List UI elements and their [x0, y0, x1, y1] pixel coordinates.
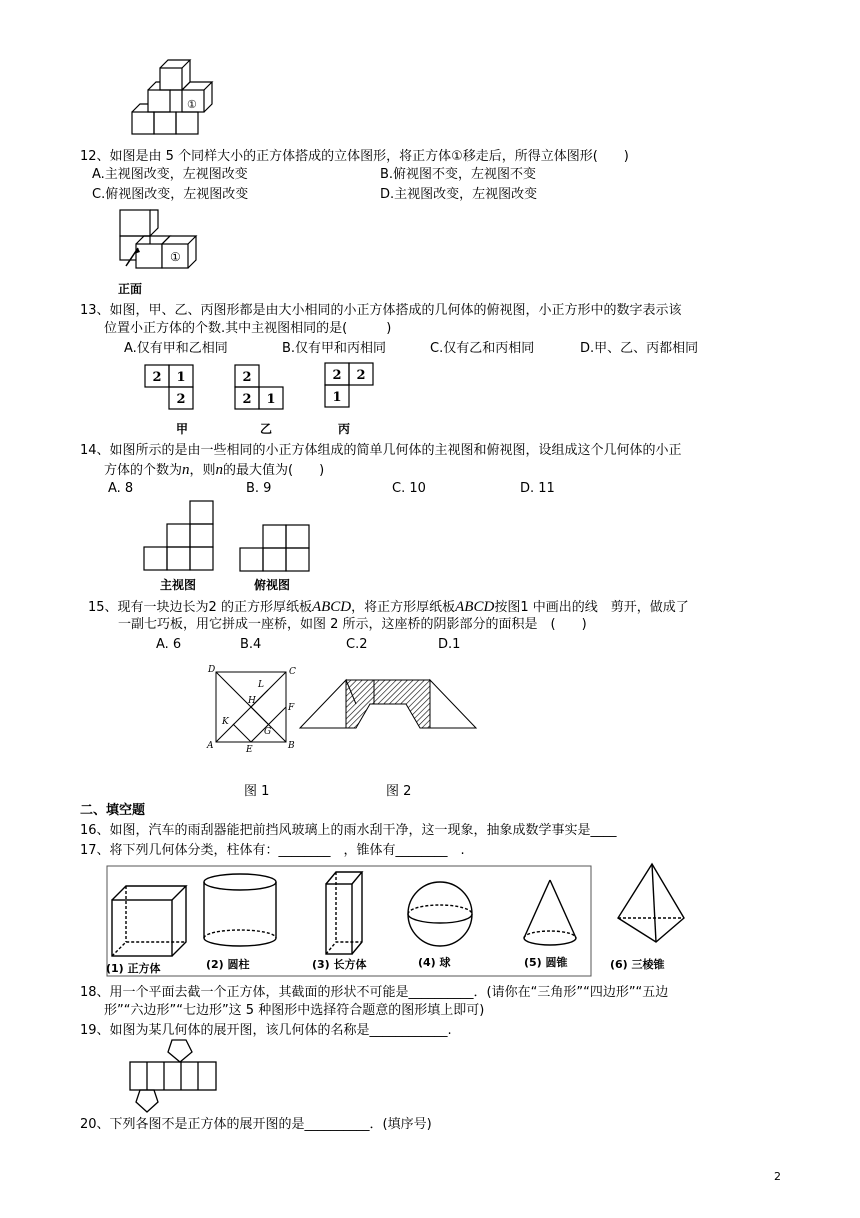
q12-option-d: D.主视图改变，左视图改变 [380, 187, 538, 202]
q13-grid-bing [324, 362, 376, 410]
svg-text:L: L [258, 680, 264, 690]
svg-text:(5) 圆锥: (5) 圆锥 [524, 956, 568, 969]
page-number: 2 [774, 1170, 781, 1183]
svg-text:D: D [208, 665, 216, 675]
q14-stem-line2: 方体的个数为n，则n的最大值为( ) [104, 462, 325, 478]
q16-stem: 16、如图，汽车的雨刮器能把前挡风玻璃上的雨水刮干净，这一现象，抽象成数学事实是____ [80, 823, 617, 838]
svg-text:B: B [288, 741, 295, 751]
q15-option-c: C.2 [346, 637, 368, 652]
q13-label-yi: 乙 [260, 422, 273, 436]
q15-figure1-tangram [204, 662, 300, 754]
q17-solids-figure [104, 860, 704, 980]
q15-figure2-bridge [298, 676, 478, 732]
svg-text:2: 2 [176, 392, 186, 407]
svg-text:G: G [264, 727, 272, 737]
q13-grid-jia [144, 364, 194, 410]
q14-top-view [238, 524, 312, 572]
svg-text:1: 1 [176, 370, 186, 385]
q14-option-b: B. 9 [246, 481, 272, 496]
svg-text:(6) 三棱锥: (6) 三棱锥 [610, 958, 665, 971]
q12-stem: 12、如图是由 5 个同样大小的正方体搭成的立体图形，将正方体①移走后，所得立体图形( ) [80, 149, 629, 164]
q14-stem-line1: 14、如图所示的是由一些相同的小正方体组成的简单几何体的主视图和俯视图，设组成这个几何体的小正 [80, 443, 682, 458]
q19-stem: 19、如图为某几何体的展开图，该几何体的名称是____________. [80, 1023, 452, 1038]
var-n-2: n [215, 462, 224, 478]
svg-text:H: H [248, 696, 256, 706]
svg-text:E: E [246, 745, 253, 754]
q15-stem-line1: 15、现有一块边长为2 的正方形厚纸板ABCD，将正方形厚纸板ABCD按图1 中画出的线 剪开，做成了 [88, 599, 689, 615]
var-n: n [182, 462, 190, 478]
q12-option-c: C.俯视图改变，左视图改变 [92, 187, 249, 202]
q14-main-view [142, 500, 216, 572]
q15-fig1-caption: 图 1 [244, 784, 270, 799]
q15-option-a: A. 6 [156, 637, 182, 652]
svg-text:①: ① [187, 98, 197, 111]
svg-text:(3) 长方体: (3) 长方体 [312, 958, 367, 971]
q13-label-bing: 丙 [338, 422, 351, 436]
q15-fig2-caption: 图 2 [386, 784, 412, 799]
q13-stem-line1: 13、如图，甲、乙、丙图形都是由大小相同的小正方体搭成的几何体的俯视图，小正方形中的数字表示该 [80, 303, 682, 318]
svg-text:K: K [222, 717, 229, 727]
q15-option-b: B.4 [240, 637, 262, 652]
q12-option-b: B.俯视图不变，左视图不变 [380, 167, 537, 182]
q14-top-view-label: 俯视图 [254, 578, 291, 592]
svg-text:2: 2 [152, 370, 162, 385]
svg-text:2: 2 [242, 370, 252, 385]
svg-text:A: A [207, 741, 214, 751]
q14-option-c: C. 10 [392, 481, 426, 496]
q19-prism-net [128, 1038, 218, 1114]
q13-grid-yi [234, 364, 284, 410]
q14-option-d: D. 11 [520, 481, 555, 496]
q13-label-jia: 甲 [176, 422, 189, 436]
q15-option-d: D.1 [438, 637, 461, 652]
q15-stem-line2: 一副七巧板，用它拼成一座桥，如图 2 所示，这座桥的阴影部分的面积是 ( ) [118, 617, 587, 632]
q13-option-a: A.仅有甲和乙相同 [124, 341, 228, 356]
q17-stem: 17、将下列几何体分类，柱体有：________ ，锥体有________ . [80, 843, 465, 858]
svg-text:1: 1 [332, 390, 342, 405]
svg-text:F: F [288, 703, 295, 713]
q12-cube-figure [116, 208, 206, 276]
q13-option-d: D.甲、乙、丙都相同 [580, 341, 699, 356]
q11-cube-figure [130, 58, 216, 142]
svg-text:(2) 圆柱: (2) 圆柱 [206, 958, 250, 971]
q20-stem: 20、下列各图不是正方体的展开图的是__________．(填序号) [80, 1117, 432, 1132]
q18-stem-line2: 形”“六边形”“七边形”这 5 种图形中选择符合题意的图形填上即可) [104, 1003, 485, 1018]
svg-text:1: 1 [266, 392, 276, 407]
cube-one-label: ① [170, 250, 181, 264]
svg-text:2: 2 [242, 392, 252, 407]
q14-main-view-label: 主视图 [160, 578, 197, 592]
svg-text:2: 2 [332, 368, 342, 383]
svg-text:(4) 球: (4) 球 [418, 956, 451, 969]
svg-text:(1) 正方体: (1) 正方体 [106, 962, 161, 975]
q18-stem-line1: 18、用一个平面去截一个正方体，其截面的形状不可能是__________．(请你在“三角形”“四边形”“五边 [80, 985, 669, 1000]
section-title-fill-in: 二、填空题 [80, 803, 146, 818]
q12-front-label: 正面 [118, 282, 143, 296]
svg-text:C: C [289, 667, 296, 677]
q12-option-a: A.主视图改变，左视图改变 [92, 167, 248, 182]
svg-text:2: 2 [356, 368, 366, 383]
q13-option-c: C.仅有乙和丙相同 [430, 341, 535, 356]
q13-option-b: B.仅有甲和丙相同 [282, 341, 387, 356]
q13-stem-line2: 位置小正方体的个数.其中主视图相同的是( ) [104, 321, 392, 336]
q14-option-a: A. 8 [108, 481, 134, 496]
